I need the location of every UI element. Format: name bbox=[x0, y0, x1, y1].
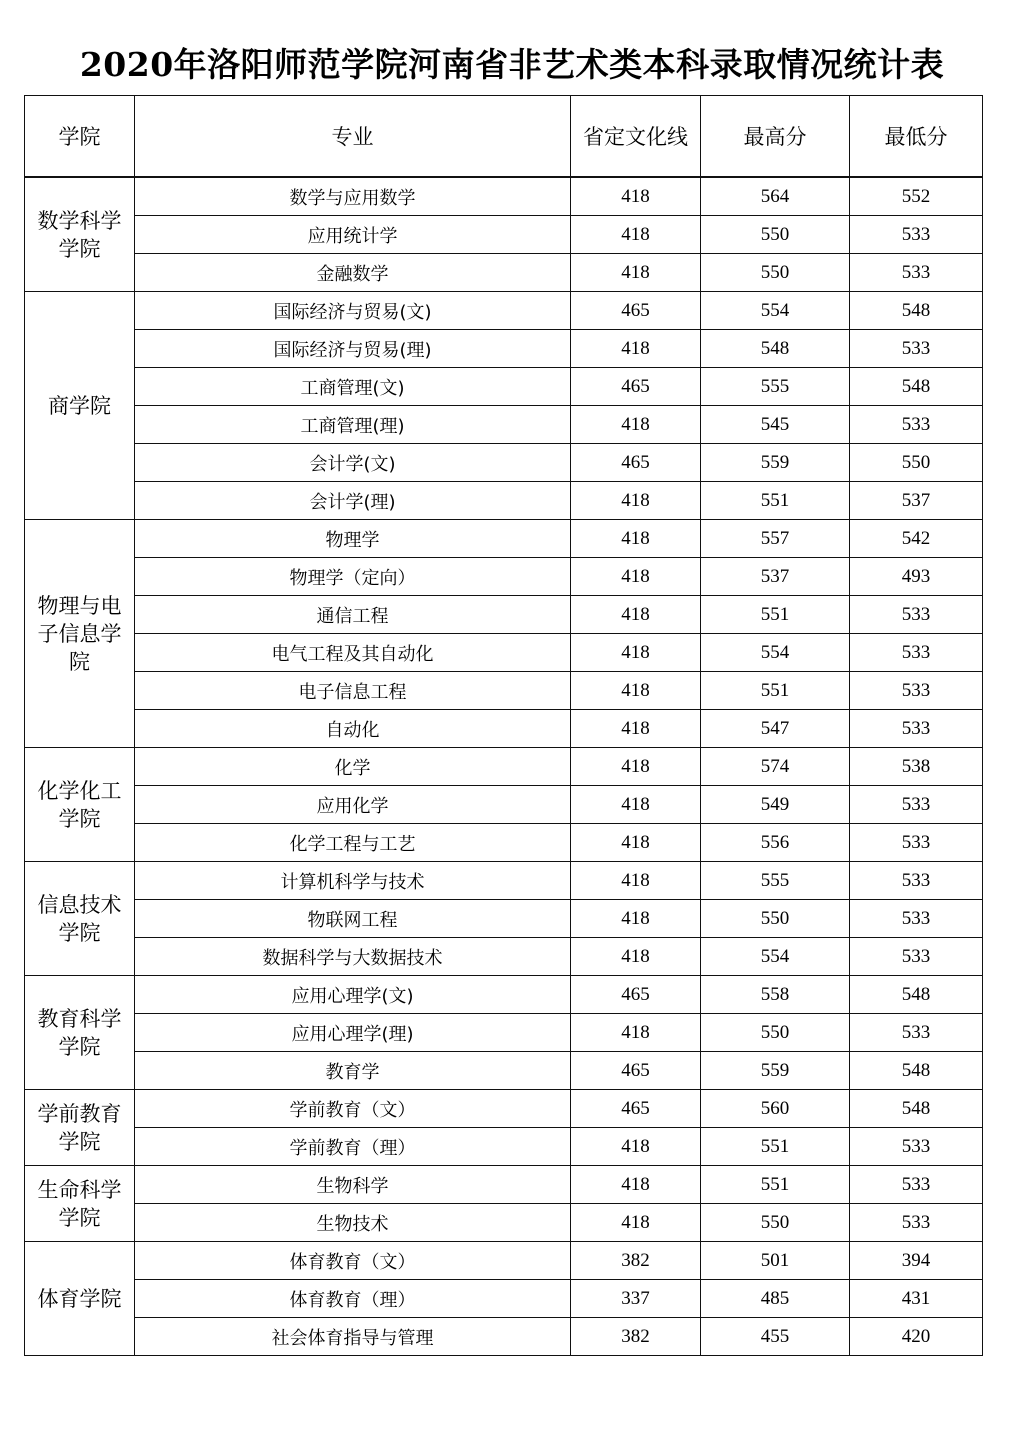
table-row bbox=[25, 1128, 983, 1166]
major-cell: 会计学(文) bbox=[135, 444, 571, 482]
max-score-cell: 550 bbox=[701, 1204, 850, 1242]
major-cell: 国际经济与贸易(文) bbox=[135, 292, 571, 330]
max-score-cell: 551 bbox=[701, 672, 850, 710]
min-score-cell: 533 bbox=[850, 1166, 983, 1204]
major-cell: 电气工程及其自动化 bbox=[135, 634, 571, 672]
cutoff-cell: 418 bbox=[571, 710, 701, 748]
major-cell: 电子信息工程 bbox=[135, 672, 571, 710]
major-cell: 工商管理(理) bbox=[135, 406, 571, 444]
page-title: 2020年洛阳师范学院河南省非艺术类本科录取情况统计表 bbox=[79, 45, 945, 84]
table-row bbox=[25, 1052, 983, 1090]
cutoff-cell: 418 bbox=[571, 596, 701, 634]
major-cell: 生物技术 bbox=[135, 1204, 571, 1242]
college-cell: 化学化工 学院 bbox=[25, 748, 135, 862]
max-score-cell: 555 bbox=[701, 862, 850, 900]
major-cell: 化学 bbox=[135, 748, 571, 786]
cutoff-cell: 418 bbox=[571, 558, 701, 596]
cutoff-cell: 418 bbox=[571, 900, 701, 938]
max-score-cell: 564 bbox=[701, 177, 850, 216]
max-score-cell: 485 bbox=[701, 1280, 850, 1318]
min-score-cell: 533 bbox=[850, 254, 983, 292]
cutoff-cell: 418 bbox=[571, 634, 701, 672]
max-score-cell: 548 bbox=[701, 330, 850, 368]
max-score-cell: 554 bbox=[701, 938, 850, 976]
major-cell: 学前教育（理） bbox=[135, 1128, 571, 1166]
cutoff-cell: 418 bbox=[571, 1166, 701, 1204]
min-score-cell: 394 bbox=[850, 1242, 983, 1280]
max-score-cell: 554 bbox=[701, 634, 850, 672]
max-score-cell: 555 bbox=[701, 368, 850, 406]
max-score-cell: 574 bbox=[701, 748, 850, 786]
table-row bbox=[25, 786, 983, 824]
max-score-cell: 559 bbox=[701, 444, 850, 482]
major-cell: 数学与应用数学 bbox=[135, 177, 571, 216]
min-score-cell: 533 bbox=[850, 330, 983, 368]
table-row bbox=[25, 558, 983, 596]
max-score-cell: 501 bbox=[701, 1242, 850, 1280]
min-score-cell: 533 bbox=[850, 1204, 983, 1242]
header-max-score: 最高分 bbox=[701, 96, 850, 178]
max-score-cell: 556 bbox=[701, 824, 850, 862]
college-cell: 教育科学 学院 bbox=[25, 976, 135, 1090]
major-cell: 教育学 bbox=[135, 1052, 571, 1090]
min-score-cell: 533 bbox=[850, 786, 983, 824]
major-cell: 体育教育（理） bbox=[135, 1280, 571, 1318]
max-score-cell: 551 bbox=[701, 1128, 850, 1166]
min-score-cell: 548 bbox=[850, 976, 983, 1014]
major-cell: 化学工程与工艺 bbox=[135, 824, 571, 862]
college-cell: 商学院 bbox=[25, 292, 135, 520]
max-score-cell: 550 bbox=[701, 254, 850, 292]
max-score-cell: 551 bbox=[701, 1166, 850, 1204]
max-score-cell: 558 bbox=[701, 976, 850, 1014]
min-score-cell: 542 bbox=[850, 520, 983, 558]
major-cell: 社会体育指导与管理 bbox=[135, 1318, 571, 1356]
table-body bbox=[25, 177, 983, 1356]
college-cell: 体育学院 bbox=[25, 1242, 135, 1356]
major-cell: 应用心理学(文) bbox=[135, 976, 571, 1014]
table-row bbox=[25, 862, 983, 900]
table-row bbox=[25, 1166, 983, 1204]
table-row bbox=[25, 710, 983, 748]
major-cell: 生物科学 bbox=[135, 1166, 571, 1204]
max-score-cell: 550 bbox=[701, 1014, 850, 1052]
max-score-cell: 537 bbox=[701, 558, 850, 596]
max-score-cell: 560 bbox=[701, 1090, 850, 1128]
header-min-score: 最低分 bbox=[850, 96, 983, 178]
table-row bbox=[25, 672, 983, 710]
major-cell: 数据科学与大数据技术 bbox=[135, 938, 571, 976]
min-score-cell: 548 bbox=[850, 1052, 983, 1090]
college-cell: 学前教育 学院 bbox=[25, 1090, 135, 1166]
min-score-cell: 420 bbox=[850, 1318, 983, 1356]
max-score-cell: 547 bbox=[701, 710, 850, 748]
max-score-cell: 545 bbox=[701, 406, 850, 444]
min-score-cell: 533 bbox=[850, 216, 983, 254]
min-score-cell: 533 bbox=[850, 824, 983, 862]
table-row bbox=[25, 406, 983, 444]
table-row bbox=[25, 900, 983, 938]
cutoff-cell: 465 bbox=[571, 976, 701, 1014]
college-cell: 生命科学 学院 bbox=[25, 1166, 135, 1242]
table-row bbox=[25, 482, 983, 520]
cutoff-cell: 418 bbox=[571, 1128, 701, 1166]
min-score-cell: 533 bbox=[850, 1128, 983, 1166]
major-cell: 物联网工程 bbox=[135, 900, 571, 938]
table-row bbox=[25, 596, 983, 634]
header-cutoff-line: 省定文化线 bbox=[571, 96, 701, 178]
table-row bbox=[25, 254, 983, 292]
major-cell: 应用化学 bbox=[135, 786, 571, 824]
cutoff-cell: 418 bbox=[571, 520, 701, 558]
min-score-cell: 548 bbox=[850, 1090, 983, 1128]
table-row bbox=[25, 824, 983, 862]
min-score-cell: 533 bbox=[850, 672, 983, 710]
table-row bbox=[25, 330, 983, 368]
major-cell: 应用心理学(理) bbox=[135, 1014, 571, 1052]
major-cell: 国际经济与贸易(理) bbox=[135, 330, 571, 368]
min-score-cell: 552 bbox=[850, 177, 983, 216]
table-row bbox=[25, 177, 983, 216]
cutoff-cell: 382 bbox=[571, 1318, 701, 1356]
major-cell: 学前教育（文） bbox=[135, 1090, 571, 1128]
min-score-cell: 537 bbox=[850, 482, 983, 520]
cutoff-cell: 382 bbox=[571, 1242, 701, 1280]
max-score-cell: 455 bbox=[701, 1318, 850, 1356]
table-row bbox=[25, 634, 983, 672]
cutoff-cell: 418 bbox=[571, 1204, 701, 1242]
max-score-cell: 550 bbox=[701, 900, 850, 938]
min-score-cell: 533 bbox=[850, 900, 983, 938]
table-row bbox=[25, 938, 983, 976]
max-score-cell: 551 bbox=[701, 596, 850, 634]
cutoff-cell: 465 bbox=[571, 1052, 701, 1090]
min-score-cell: 548 bbox=[850, 368, 983, 406]
cutoff-cell: 418 bbox=[571, 938, 701, 976]
major-cell: 物理学 bbox=[135, 520, 571, 558]
cutoff-cell: 418 bbox=[571, 330, 701, 368]
min-score-cell: 533 bbox=[850, 634, 983, 672]
table-row bbox=[25, 1090, 983, 1128]
cutoff-cell: 418 bbox=[571, 786, 701, 824]
table-row bbox=[25, 216, 983, 254]
major-cell: 自动化 bbox=[135, 710, 571, 748]
min-score-cell: 550 bbox=[850, 444, 983, 482]
cutoff-cell: 418 bbox=[571, 216, 701, 254]
cutoff-cell: 418 bbox=[571, 748, 701, 786]
min-score-cell: 538 bbox=[850, 748, 983, 786]
max-score-cell: 549 bbox=[701, 786, 850, 824]
cutoff-cell: 418 bbox=[571, 862, 701, 900]
max-score-cell: 551 bbox=[701, 482, 850, 520]
min-score-cell: 533 bbox=[850, 406, 983, 444]
min-score-cell: 493 bbox=[850, 558, 983, 596]
min-score-cell: 533 bbox=[850, 862, 983, 900]
major-cell: 应用统计学 bbox=[135, 216, 571, 254]
max-score-cell: 557 bbox=[701, 520, 850, 558]
min-score-cell: 533 bbox=[850, 710, 983, 748]
cutoff-cell: 418 bbox=[571, 672, 701, 710]
cutoff-cell: 465 bbox=[571, 1090, 701, 1128]
table-row bbox=[25, 292, 983, 330]
table-row bbox=[25, 1318, 983, 1356]
min-score-cell: 548 bbox=[850, 292, 983, 330]
major-cell: 金融数学 bbox=[135, 254, 571, 292]
cutoff-cell: 465 bbox=[571, 444, 701, 482]
table-row bbox=[25, 444, 983, 482]
major-cell: 体育教育（文） bbox=[135, 1242, 571, 1280]
table-header-row bbox=[25, 96, 983, 178]
table-row bbox=[25, 1242, 983, 1280]
major-cell: 会计学(理) bbox=[135, 482, 571, 520]
max-score-cell: 554 bbox=[701, 292, 850, 330]
cutoff-cell: 418 bbox=[571, 406, 701, 444]
cutoff-cell: 418 bbox=[571, 482, 701, 520]
table-row bbox=[25, 1204, 983, 1242]
cutoff-cell: 465 bbox=[571, 292, 701, 330]
college-cell: 数学科学 学院 bbox=[25, 177, 135, 292]
cutoff-cell: 418 bbox=[571, 824, 701, 862]
cutoff-cell: 418 bbox=[571, 177, 701, 216]
cutoff-cell: 418 bbox=[571, 1014, 701, 1052]
table-row bbox=[25, 520, 983, 558]
cutoff-cell: 418 bbox=[571, 254, 701, 292]
min-score-cell: 533 bbox=[850, 596, 983, 634]
table-row bbox=[25, 748, 983, 786]
major-cell: 计算机科学与技术 bbox=[135, 862, 571, 900]
cutoff-cell: 465 bbox=[571, 368, 701, 406]
header-major: 专业 bbox=[135, 96, 571, 178]
cutoff-cell: 337 bbox=[571, 1280, 701, 1318]
min-score-cell: 533 bbox=[850, 1014, 983, 1052]
header-college: 学院 bbox=[25, 96, 135, 178]
major-cell: 通信工程 bbox=[135, 596, 571, 634]
admission-score-table bbox=[24, 95, 983, 1356]
college-cell: 物理与电 子信息学 院 bbox=[25, 520, 135, 748]
major-cell: 工商管理(文) bbox=[135, 368, 571, 406]
table-row bbox=[25, 368, 983, 406]
table-row bbox=[25, 1280, 983, 1318]
table-row bbox=[25, 976, 983, 1014]
min-score-cell: 431 bbox=[850, 1280, 983, 1318]
college-cell: 信息技术 学院 bbox=[25, 862, 135, 976]
max-score-cell: 550 bbox=[701, 216, 850, 254]
major-cell: 物理学（定向） bbox=[135, 558, 571, 596]
min-score-cell: 533 bbox=[850, 938, 983, 976]
max-score-cell: 559 bbox=[701, 1052, 850, 1090]
table-row bbox=[25, 1014, 983, 1052]
